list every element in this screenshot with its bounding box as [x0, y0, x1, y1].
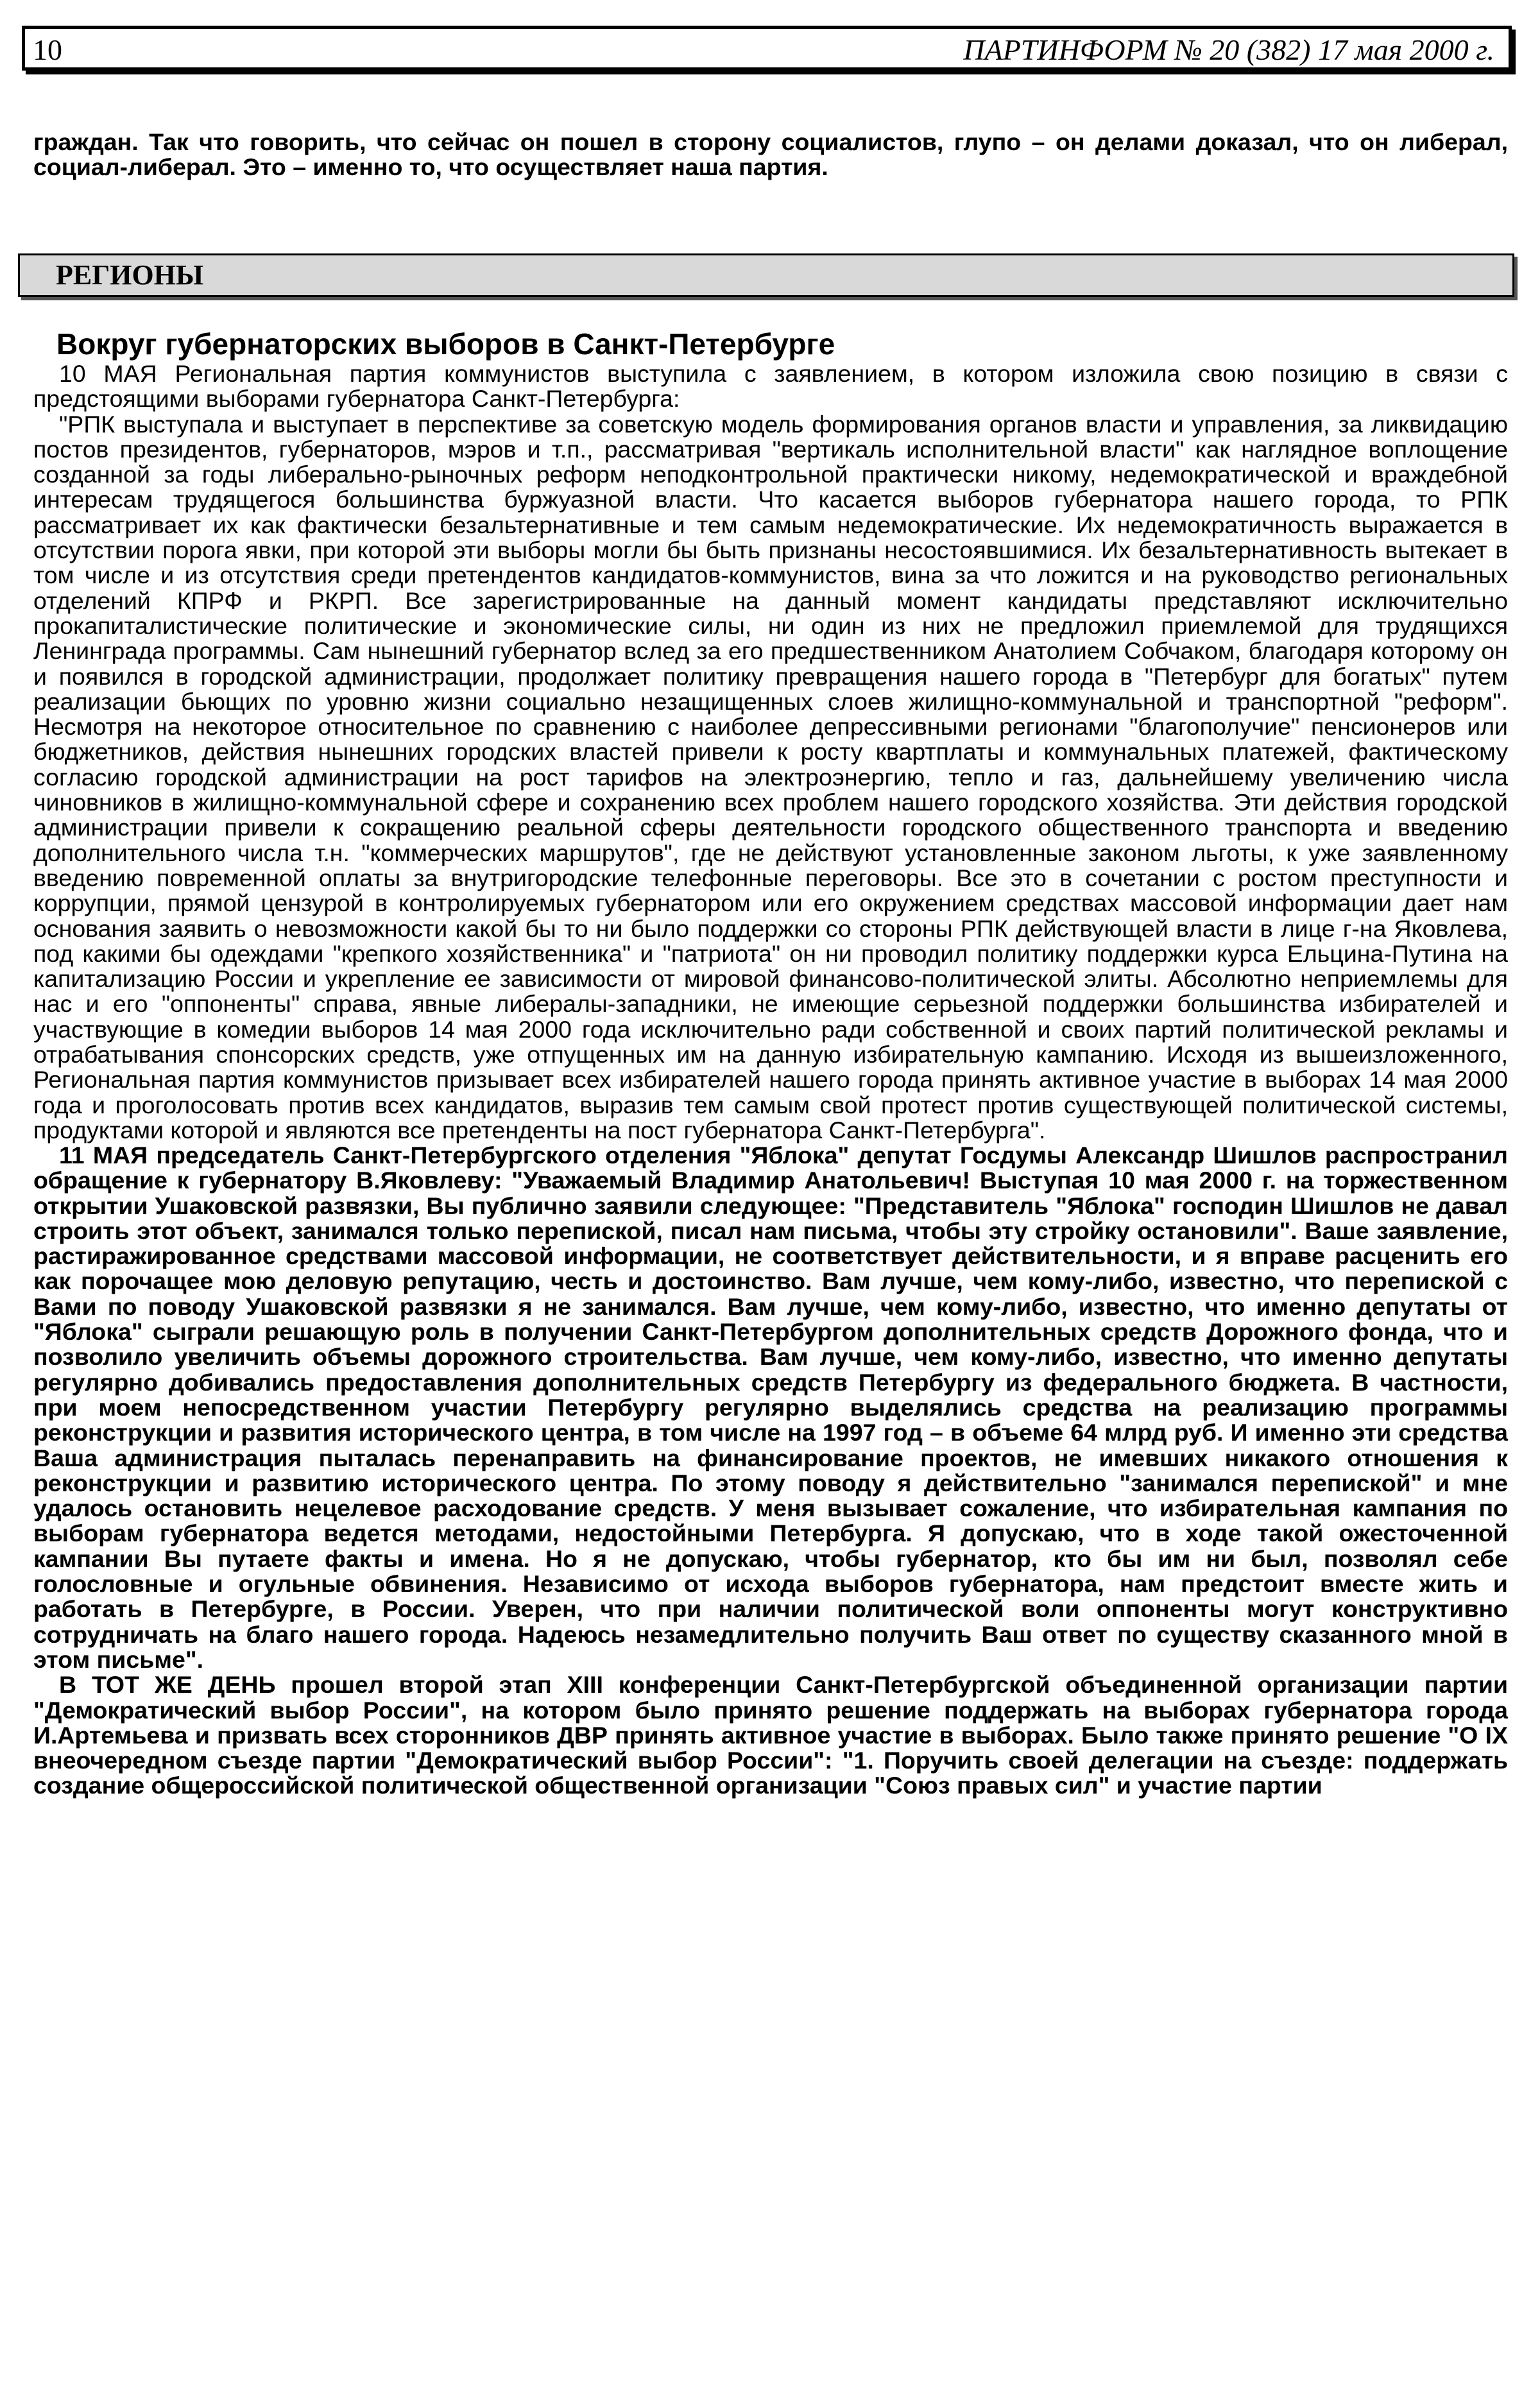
intro-text: граждан. Так что говорить, что сейчас он пошел в сторону социалистов, глупо – он делами доказал, что он либерал, социал-либерал. Это – именно то, что осуществляет наша партия. — [33, 128, 1508, 181]
page-header — [22, 26, 1512, 71]
article-body-part1 — [33, 361, 1508, 1143]
article-body-part2 — [33, 1143, 1508, 1799]
intro-paragraph — [33, 130, 1508, 180]
paragraph-statement-intro: 10 МАЯ Региональная партия коммунистов выступила с заявлением, в котором изложила свою позицию в связи с предстоящими выборами губернатора Санкт-Петербурга: — [33, 360, 1508, 413]
article-headline: Вокруг губернаторских выборов в Санкт-Петербурге — [56, 327, 835, 361]
masthead: ПАРТИНФОРМ № 20 (382) 17 мая 2000 г. — [963, 33, 1494, 66]
paragraph-dvr-conference: В ТОТ ЖЕ ДЕНЬ прошел второй этап XIII конференции Санкт-Петербургской объединенной организации партии "Демократический выбор России", на котором было принято решение поддержать на выборах губернатора города И.Артемьева и призвать всех сторонников ДВР принять активное участие в выборах. Было также принято решение "О IX внеочередном съезде партии "Демократический выбор России": "1. Поручить своей делегации на съезде: поддержать создание общероссийской политической общественной организации "Союз правых сил" и участие партии — [33, 1671, 1508, 1799]
section-header — [18, 253, 1514, 297]
paragraph-shishlov-appeal: 11 МАЯ председатель Санкт-Петербургского отделения "Яблока" депутат Госдумы Александр Шишлов распространил обращение к губернатору В.Яковлеву: "Уважаемый Владимир Анатольевич! Выступая 10 мая 2000 г. на торжественном открытии Ушаковской развязки, Вы публично заявили следующее: "Представитель "Яблока" господин Шишлов не давал строить этот объект, занимался только перепиской, писал нам письма, чтобы эту стройку остановили". Ваше заявление, растиражированное средствами массовой информации, не соответствует действительности, и я вправе расценить его как порочащее мою деловую репутацию, честь и достоинство. Вам лучше, чем кому-либо, известно, что перепиской с Вами по поводу Ушаковской развязки я не занимался. Вам лучше, чем кому-либо, известно, что именно депутаты от "Яблока" сыграли решающую роль в получении Санкт-Петербургом дополнительных средств Дорожного фонда, что и позволило увеличить объемы дорожного строительства. Вам лучше, чем кому-либо, известно, что именно депутаты регулярно добивались предоставления дополнительных средств Петербургу из федерального бюджета. В частности, при моем непосредственном участии Петербургу регулярно выделялись средства на реализацию программы реконструкции и развития исторического центра, в том числе на 1997 год – в объеме 64 млрд руб. И именно эти средства Ваша администрация пыталась перенаправить на финансирование проектов, не имевших никакого отношения к реконструкции и развитию исторического центра. По этому поводу я действительно "занимался перепиской" и мне удалось остановить нецелевое расходование средств. У меня вызывает сожаление, что избирательная кампания по выборам губернатора ведется методами, недостойными Петербурга. Я допускаю, что в ходе такой ожесточенной кампании Вы путаете факты и имена. Но я не допускаю, чтобы губернатор, кто бы им ни был, позволял себе голословные и огульные обвинения. Независимо от исхода выборов губернатора, нам предстоит вместе жить и работать в Петербурге, в России. Уверен, что при наличии политической воли оппоненты могут конструктивно сотрудничать на благо нашего города. Надеюсь незамедлительно получить Ваш ответ по существу сказанного мной в этом письме". — [33, 1142, 1508, 1673]
page-number: 10 — [33, 33, 62, 66]
section-title: РЕГИОНЫ — [56, 259, 204, 291]
paragraph-statement-body: "РПК выступала и выступает в перспективе за советскую модель формирования органов власти и управления, за ликвидацию постов президентов, губернаторов, мэров и т.п., рассматривая "вертикаль исполнительной власти" как наглядное воплощение созданной за годы либерально-рыночных реформ неподконтрольной практически никому, недемократической и враждебной интересам трудящегося большинства буржуазной власти. Что касается выборов губернатора нашего города, то РПК рассматривает их как фактически безальтернативные и тем самым недемократические. Их недемократичность выражается в отсутствии порога явки, при которой эти выборы могли бы быть признаны несостоявшимися. Их безальтернативность вытекает в том числе и из отсутствия среди претендентов кандидатов-коммунистов, вина за что ложится и на руководство региональных отделений КПРФ и РКРП. Все зарегистрированные на данный момент кандидаты представляют исключительно прокапиталистические политические и экономические силы, ни один из них не предложил приемлемой для трудящихся Ленинграда программы. Сам нынешний губернатор вслед за его предшественником Анатолием Собчаком, благодаря которому он и появился в городской администрации, продолжает политику превращения нашего города в "Петербург для богатых" путем реализации бьющих по уровню жизни социально незащищенных слоев жилищно-коммунальной и транспортной "реформ". Несмотря на некоторое относительное по сравнению с наиболее депрессивными регионами "благополучие" пенсионеров или бюджетников, действия нынешних городских властей привели к росту квартплаты и коммунальных платежей, фактическому согласию городской администрации на рост тарифов на электроэнергию, тепло и газ, дальнейшему увеличению числа чиновников в жилищно-коммунальной сфере и сохранению всех проблем нашего городского хозяйства. Эти действия городской администрации привели к сокращению реальной сферы деятельности городского общественного транспорта и введению дополнительного числа т.н. "коммерческих маршрутов", где не действуют установленные законом льготы, к уже заявленному введению повременной оплаты за внутригородские телефонные переговоры. Все это в сочетании с ростом преступности и коррупции, прямой цензурой в контролируемых губернатором или его окружением средствах массовой информации дает нам основания заявить о невозможности какой бы то ни было поддержки со стороны РПК действующей власти в лице г-на Яковлева, под какими бы одеждами "крепкого хозяйственника" и "патриота" он ни проводил политику поддержки курса Ельцина-Путина на капитализацию России и укрепление ее зависимости от мировой финансово-политической элиты. Абсолютно неприемлемы для нас и его "оппоненты" справа, явные либералы-западники, не имеющие серьезной поддержки большинства избирателей и участвующие в комедии выборов 14 мая 2000 года исключительно ради собственной и своих партий политической рекламы и отрабатывания спонсорских средств, уже отпущенных им на данную избирательную кампанию. Исходя из вышеизложенного, Региональная партия коммунистов призывает всех избирателей нашего города принять активное участие в выборах 14 мая 2000 года и проголосовать против всех кандидатов, выразив тем самым свой протест против существующей политической системы, продуктами которой и являются все претенденты на пост губернатора Санкт-Петербурга". — [33, 410, 1508, 1144]
